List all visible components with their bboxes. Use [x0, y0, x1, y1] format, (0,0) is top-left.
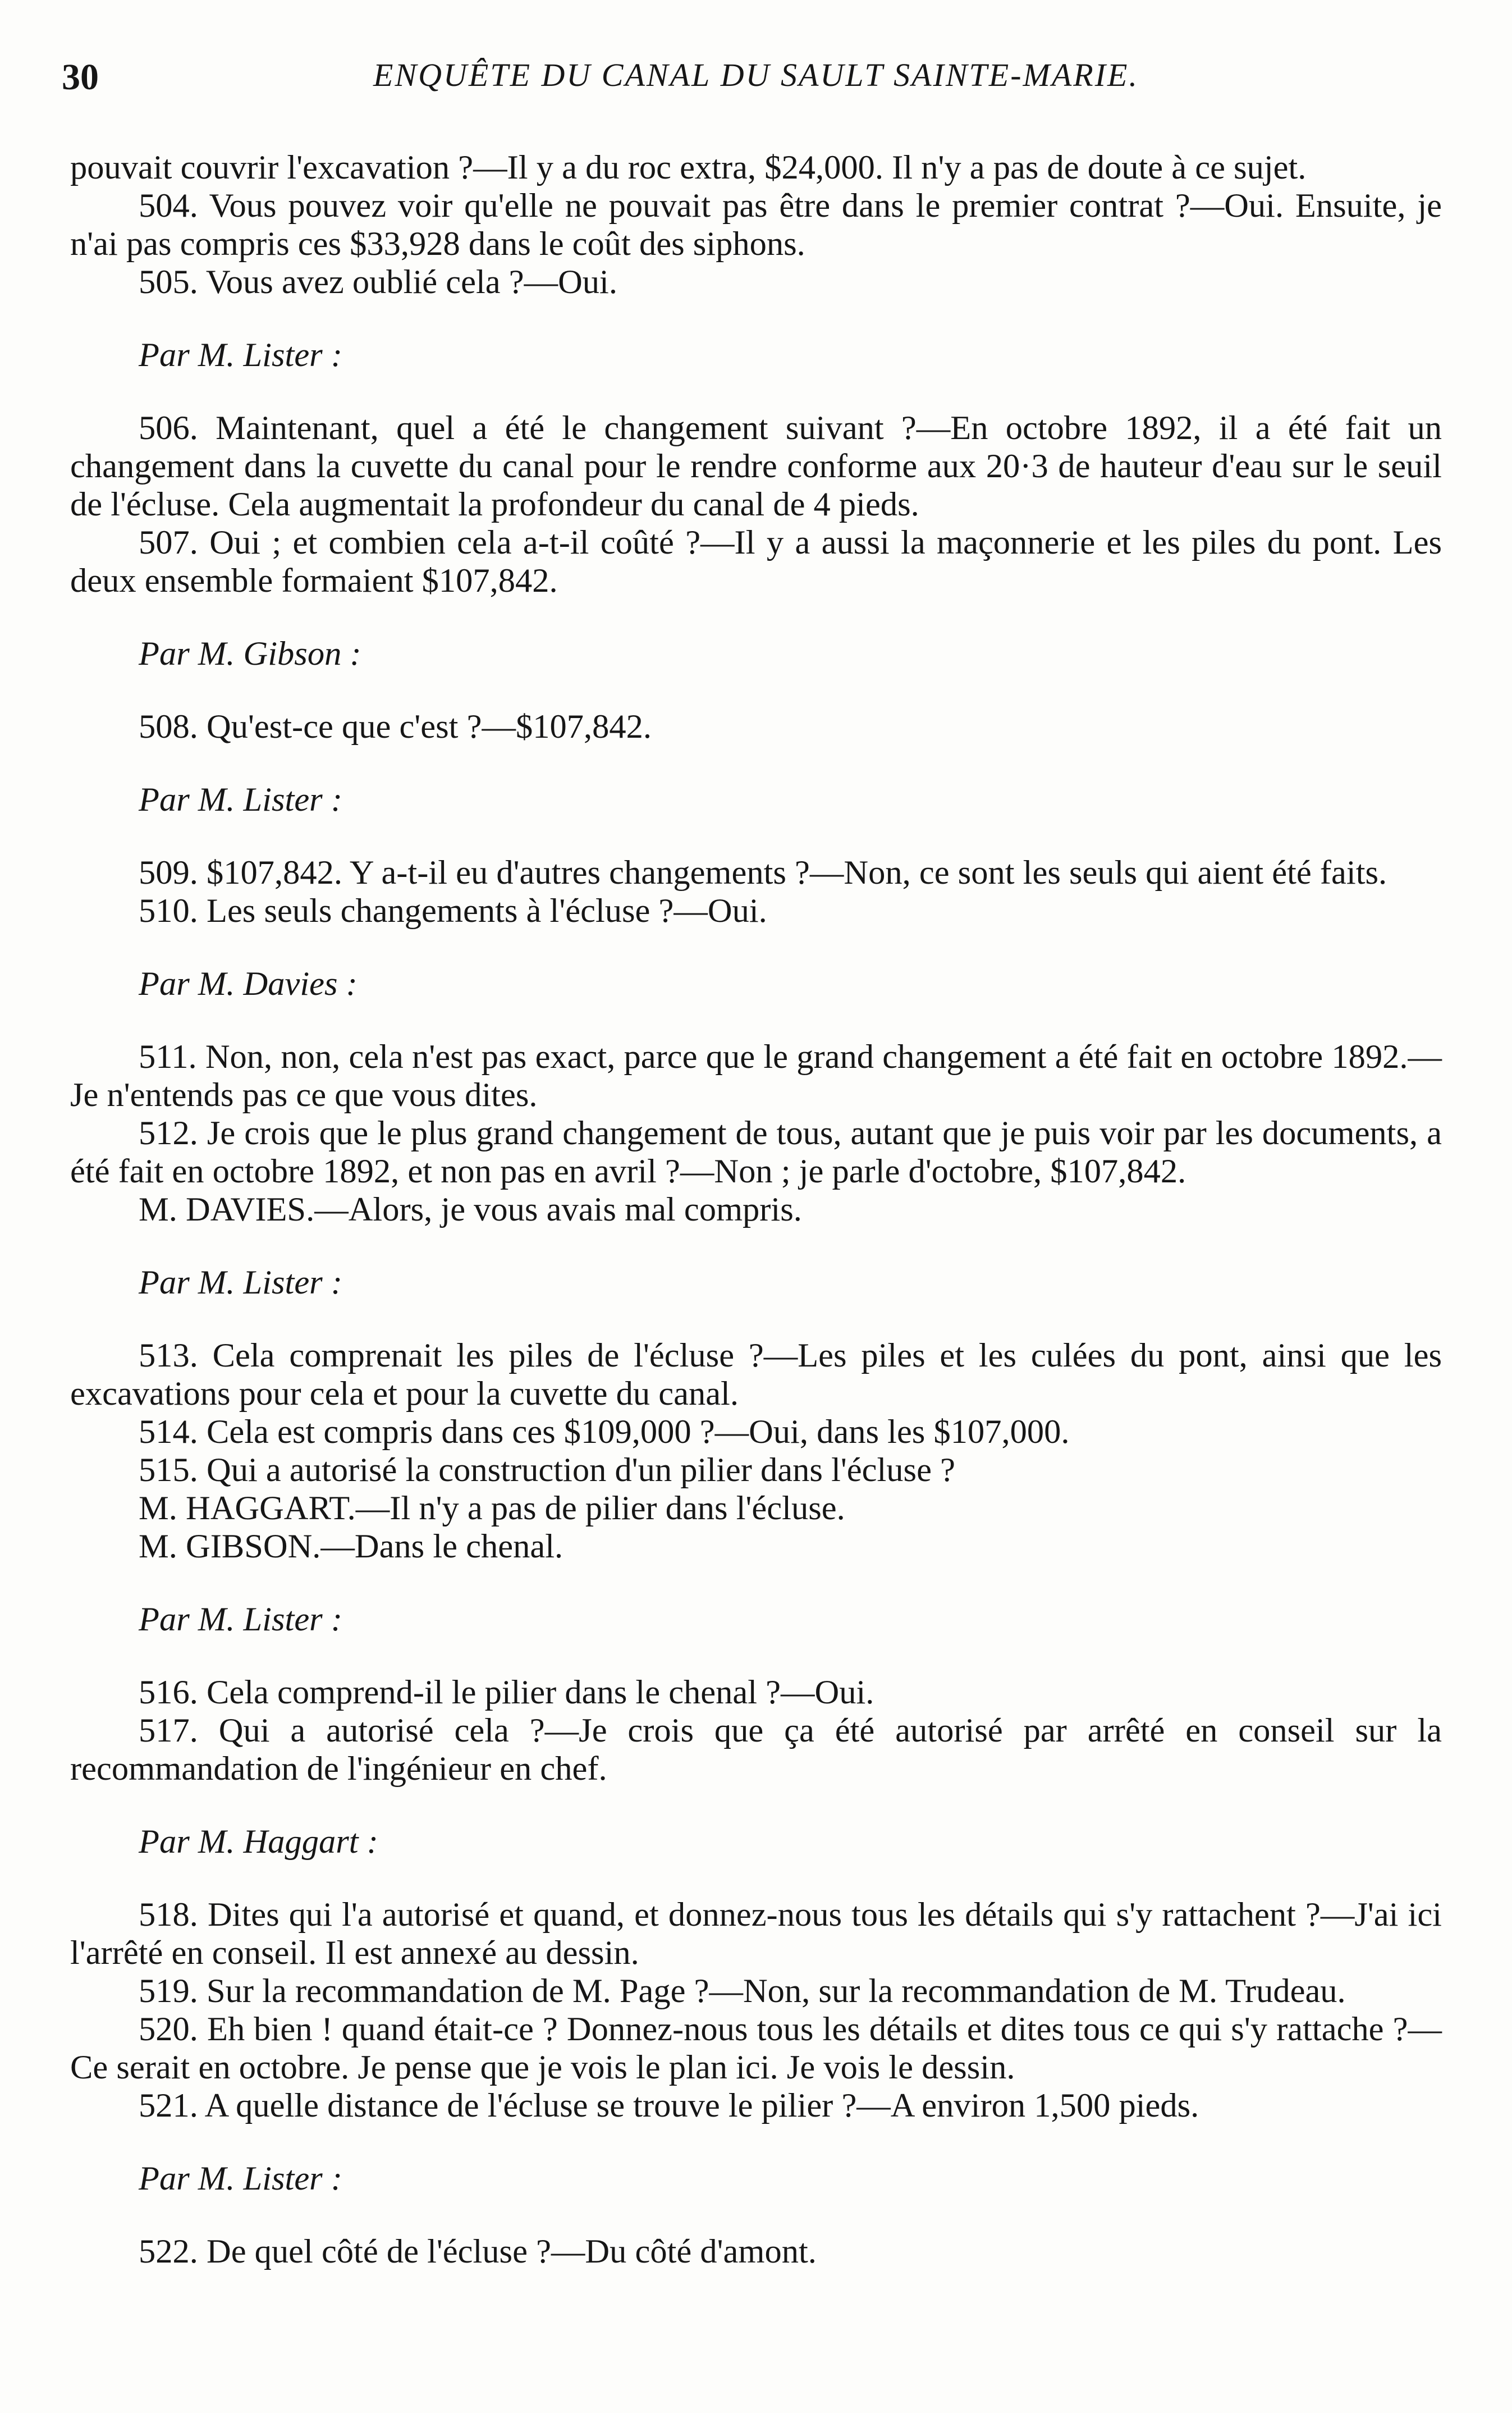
question-answer-paragraph: 520. Eh bien ! quand était-ce ? Donnez-nous tous les détails et dites tous ce qui s'y rattache ?—Ce serait en octobre. Je pense que je vois le plan ici. Je vois le dessin. — [70, 2010, 1442, 2086]
question-answer-paragraph: 510. Les seuls changements à l'écluse ?—Oui. — [139, 892, 767, 930]
question-answer-paragraph: 507. Oui ; et combien cela a-t-il coûté ?—Il y a aussi la maçonnerie et les piles du pont. Les deux ensemble formaient $107,842. — [70, 524, 1442, 600]
speaker-heading: Par M. Lister : — [139, 781, 342, 819]
question-answer-paragraph: 522. De quel côté de l'écluse ?—Du côté d'amont. — [139, 2233, 817, 2270]
speaker-heading: Par M. Lister : — [139, 2160, 342, 2197]
question-answer-paragraph: 517. Qui a autorisé cela ?—Je crois que ça été autorisé par arrêté en conseil sur la recommandation de l'ingénieur en chef. — [70, 1712, 1442, 1788]
question-answer-paragraph: 515. Qui a autorisé la construction d'un pilier dans l'écluse ? — [139, 1451, 955, 1489]
question-answer-paragraph: M. HAGGART.—Il n'y a pas de pilier dans l'écluse. — [139, 1489, 845, 1527]
question-answer-paragraph: 504. Vous pouvez voir qu'elle ne pouvait pas être dans le premier contrat ?—Oui. Ensuite, je n'ai pas compris ces $33,928 dans le coût des siphons. — [70, 187, 1442, 263]
speaker-heading: Par M. Lister : — [139, 1264, 342, 1301]
question-answer-paragraph: 505. Vous avez oublié cela ?—Oui. — [139, 263, 617, 301]
question-answer-paragraph: 512. Je crois que le plus grand changement de tous, autant que je puis voir par les documents, a été fait en octobre 1892, et non pas en avril ?—Non ; je parle d'octobre, $107,842. — [70, 1114, 1442, 1190]
question-answer-paragraph: 508. Qu'est-ce que c'est ?—$107,842. — [139, 708, 652, 746]
question-answer-paragraph: 509. $107,842. Y a-t-il eu d'autres changements ?—Non, ce sont les seuls qui aient été faits. — [139, 854, 1387, 892]
question-answer-paragraph: M. DAVIES.—Alors, je vous avais mal compris. — [139, 1191, 802, 1228]
paragraph: pouvait couvrir l'excavation ?—Il y a du roc extra, $24,000. Il n'y a pas de doute à ce sujet. — [70, 149, 1307, 186]
question-answer-paragraph: 519. Sur la recommandation de M. Page ?—Non, sur la recommandation de M. Trudeau. — [139, 1972, 1346, 2010]
page-header — [62, 56, 1450, 107]
page-body — [70, 149, 1442, 2271]
speaker-heading: Par M. Haggart : — [139, 1823, 378, 1861]
question-answer-paragraph: M. GIBSON.—Dans le chenal. — [139, 1528, 563, 1565]
running-title: ENQUÊTE DU CANAL DU SAULT SAINTE-MARIE. — [373, 57, 1139, 93]
speaker-heading: Par M. Davies : — [139, 965, 358, 1003]
question-answer-paragraph: 516. Cela comprend-il le pilier dans le chenal ?—Oui. — [139, 1674, 874, 1711]
page-number: 30 — [62, 57, 99, 98]
speaker-heading: Par M. Gibson : — [139, 635, 361, 673]
question-answer-paragraph: 514. Cela est compris dans ces $109,000 ?—Oui, dans les $107,000. — [139, 1413, 1070, 1451]
question-answer-paragraph: 521. A quelle distance de l'écluse se trouve le pilier ?—A environ 1,500 pieds. — [139, 2087, 1199, 2124]
speaker-heading: Par M. Lister : — [139, 336, 342, 374]
question-answer-paragraph: 506. Maintenant, quel a été le changement suivant ?—En octobre 1892, il a été fait un changement dans la cuvette du canal pour le rendre conforme aux 20·3 de hauteur d'eau sur le seuil de l'écluse. Cela augmentait la profondeur du canal de 4 pieds. — [70, 409, 1442, 523]
question-answer-paragraph: 511. Non, non, cela n'est pas exact, parce que le grand changement a été fait en octobre 1892.—Je n'entends pas ce que vous dites. — [70, 1038, 1442, 1114]
question-answer-paragraph: 518. Dites qui l'a autorisé et quand, et donnez-nous tous les détails qui s'y rattachent ?—J'ai ici l'arrêté en conseil. Il est annexé au dessin. — [70, 1896, 1442, 1972]
speaker-heading: Par M. Lister : — [139, 1601, 342, 1638]
question-answer-paragraph: 513. Cela comprenait les piles de l'écluse ?—Les piles et les culées du pont, ainsi que les excavations pour cela et pour la cuvette du canal. — [70, 1337, 1442, 1413]
